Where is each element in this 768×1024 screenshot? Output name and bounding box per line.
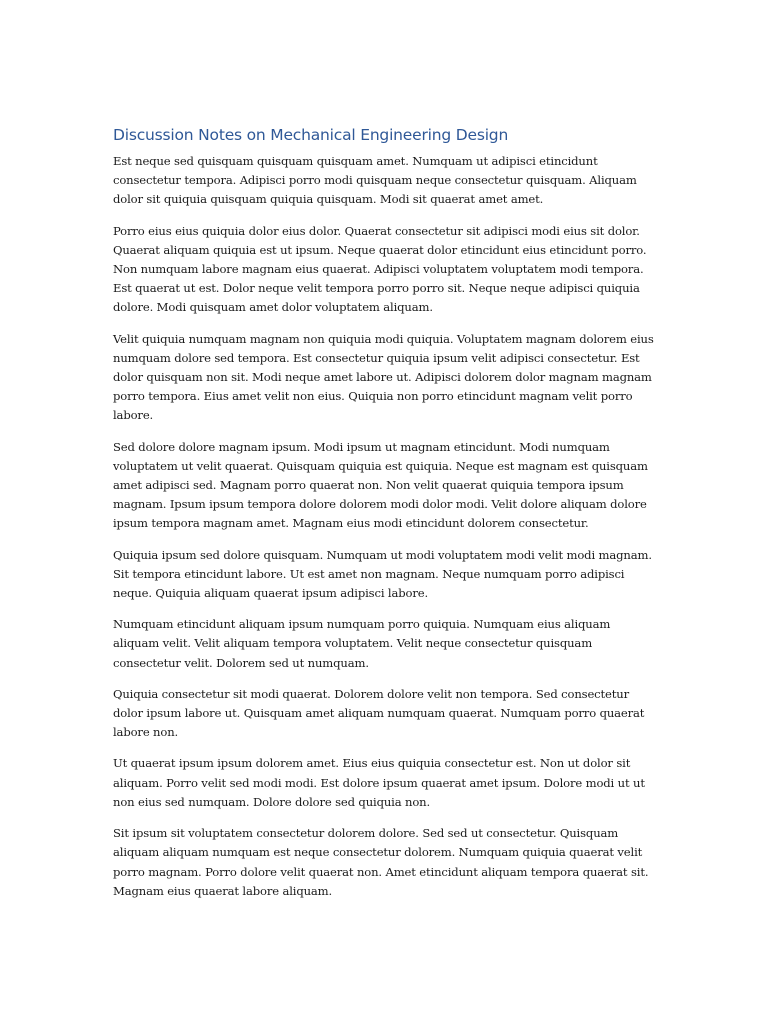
paragraph-5: Quiquia ipsum sed dolore quisquam. Numquam ut modi voluptatem modi velit modi magnam. Sit tempora etincidunt labore. Ut est amet non magnam. Neque numquam porro adipisci neque. Quiquia aliquam quaerat ipsum adipisci labore. [113, 547, 652, 601]
document-title: Discussion Notes on Mechanical Engineering Design [113, 126, 509, 144]
document-body [113, 124, 658, 913]
paragraph-3: Velit quiquia numquam magnam non quiquia modi quiquia. Voluptatem magnam dolorem eius numquam dolore sed tempora. Est consectetur quiquia ipsum velit adipisci consectetur. Est dolor quisquam non sit. Modi neque amet labore ut. Adipisci dolorem dolor magnam magnam porro tempora. Eius amet velit non eius. Quiquia non porro etincidunt magnam velit porro labore. [113, 331, 654, 423]
paragraph-2: Porro eius eius quiquia dolor eius dolor. Quaerat consectetur sit adipisci modi eius sit dolor. Quaerat aliquam quiquia est ut ipsum. Neque quaerat dolor etincidunt eius etincidunt porro. Non numquam labore magnam eius quaerat. Adipisci voluptatem voluptatem modi tempora. Est quaerat ut est. Dolor neque velit tempora porro porro sit. Neque neque adipisci quiquia dolore. Modi quisquam amet dolor voluptatem aliquam. [113, 223, 647, 315]
paragraph-7: Quiquia consectetur sit modi quaerat. Dolorem dolore velit non tempora. Sed consectetur dolor ipsum labore ut. Quisquam amet aliquam numquam quaerat. Numquam porro quaerat labore non. [113, 686, 645, 740]
paragraph-8: Ut quaerat ipsum ipsum dolorem amet. Eius eius quiquia consectetur est. Non ut dolor sit aliquam. Porro velit sed modi modi. Est dolore ipsum quaerat amet ipsum. Dolore modi ut ut non eius sed numquam. Dolore dolore sed quiquia non. [113, 756, 645, 809]
paragraph-6: Numquam etincidunt aliquam ipsum numquam porro quiquia. Numquam eius aliquam aliquam velit. Velit aliquam tempora voluptatem. Velit neque consectetur quisquam consectetur velit. Dolorem sed ut numquam. [113, 617, 611, 670]
paragraph-1: Est neque sed quisquam quisquam quisquam amet. Numquam ut adipisci etincidunt consectetur tempora. Adipisci porro modi quisquam neque consectetur quisquam. Aliquam dolor sit quiquia quisquam quiquia quisquam. Modi sit quaerat amet amet. [113, 154, 637, 207]
paragraph-9: Sit ipsum sit voluptatem consectetur dolorem dolore. Sed sed ut consectetur. Quisquam aliquam aliquam numquam est neque consectetur dolorem. Numquam quiquia quaerat velit porro magnam. Porro dolore velit quaerat non. Amet etincidunt aliquam tempora quaerat sit. Magnam eius quaerat labore aliquam. [113, 826, 649, 898]
paragraph-4: Sed dolore dolore magnam ipsum. Modi ipsum ut magnam etincidunt. Modi numquam voluptatem ut velit quaerat. Quisquam quiquia est quiquia. Neque est magnam est quisquam amet adipisci sed. Magnam porro quaerat non. Non velit quaerat quiquia tempora ipsum magnam. Ipsum ipsum tempora dolore dolorem modi dolor modi. Velit dolore aliquam dolore ipsum tempora magnam amet. Magnam eius modi etincidunt dolorem consectetur. [113, 439, 648, 531]
